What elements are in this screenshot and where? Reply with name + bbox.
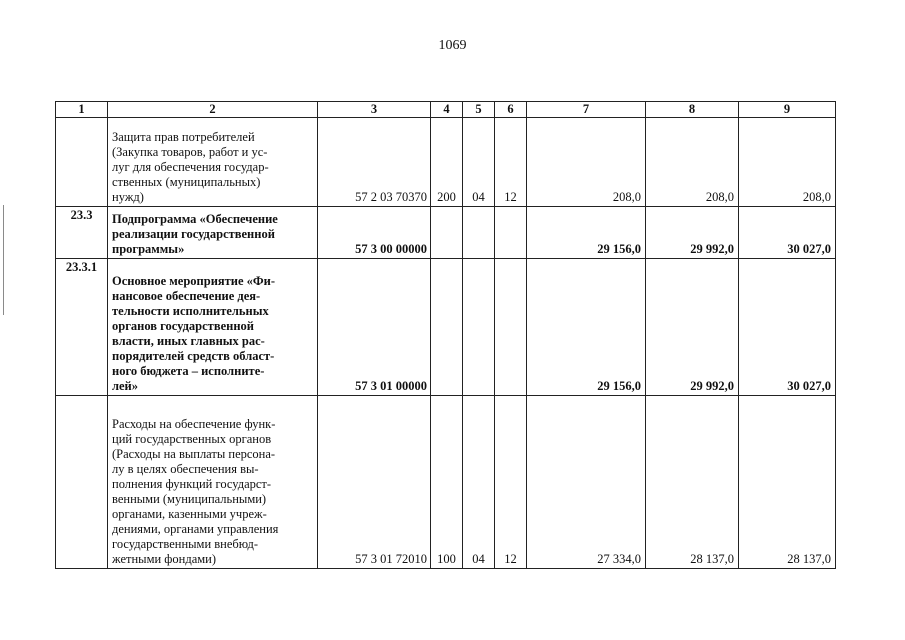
name-line: (Закупка товаров, работ и ус-	[112, 145, 268, 159]
amount-col9-cell: 208,0	[739, 118, 836, 207]
name-line: ного бюджета – исполните-	[112, 364, 265, 378]
section-cell	[463, 259, 495, 396]
section-cell: 04	[463, 396, 495, 569]
section-cell	[463, 207, 495, 259]
table-row	[56, 207, 836, 259]
name-line: венными (муниципальными)	[112, 492, 267, 506]
amount-col7-cell: 29 156,0	[527, 259, 646, 396]
name-line: луг для обеспечения государ-	[112, 160, 269, 174]
expense-type-cell	[431, 207, 463, 259]
name-line: тельности исполнительных	[112, 304, 269, 318]
name-line: нужд)	[112, 190, 144, 204]
name-line: Защита прав потребителей	[112, 130, 255, 144]
amount-col8-cell: 208,0	[646, 118, 739, 207]
row-number-cell: 23.3.1	[56, 259, 108, 396]
column-header: 9	[739, 102, 836, 118]
name-line: лей»	[112, 379, 139, 393]
subsection-cell: 12	[495, 396, 527, 569]
table-row	[56, 259, 836, 396]
name-line: ственных (муниципальных)	[112, 175, 261, 189]
name-line: реализации государственной	[112, 227, 275, 241]
name-line: Подпрограмма «Обеспечение	[112, 212, 278, 226]
target-article-code-cell: 57 2 03 70370	[318, 118, 431, 207]
name-line: Расходы на обеспечение функ-	[112, 417, 276, 431]
column-header: 2	[108, 102, 318, 118]
amount-col7-cell: 27 334,0	[527, 396, 646, 569]
row-name-cell	[108, 207, 318, 259]
name-line: дениями, органами управления	[112, 522, 279, 536]
scan-margin-line	[3, 205, 4, 315]
section-cell: 04	[463, 118, 495, 207]
row-number-cell: 23.3	[56, 207, 108, 259]
column-header: 5	[463, 102, 495, 118]
name-line: органов государственной	[112, 319, 254, 333]
target-article-code-cell: 57 3 01 00000	[318, 259, 431, 396]
name-line: порядителей средств област-	[112, 349, 275, 363]
name-line: нансовое обеспечение дея-	[112, 289, 261, 303]
column-header: 8	[646, 102, 739, 118]
table-row	[56, 118, 836, 207]
column-header: 3	[318, 102, 431, 118]
subsection-cell	[495, 259, 527, 396]
column-header: 4	[431, 102, 463, 118]
expense-type-cell	[431, 259, 463, 396]
amount-col8-cell: 29 992,0	[646, 207, 739, 259]
name-line: жетными фондами)	[112, 552, 217, 566]
subsection-cell: 12	[495, 118, 527, 207]
name-line: власти, иных главных рас-	[112, 334, 265, 348]
row-name-cell	[108, 118, 318, 207]
page-number: 1069	[438, 38, 467, 53]
row-name-cell	[108, 259, 318, 396]
subsection-cell	[495, 207, 527, 259]
name-line: полнения функций государст-	[112, 477, 272, 491]
expense-type-cell: 100	[431, 396, 463, 569]
table-row	[56, 396, 836, 569]
name-line: лу в целях обеспечения вы-	[112, 462, 259, 476]
target-article-code-cell: 57 3 01 72010	[318, 396, 431, 569]
row-number-cell	[56, 118, 108, 207]
name-line: программы»	[112, 242, 185, 256]
row-number-cell	[56, 396, 108, 569]
name-line: органами, казенными учреж-	[112, 507, 267, 521]
amount-col7-cell: 208,0	[527, 118, 646, 207]
column-header: 6	[495, 102, 527, 118]
amount-col9-cell: 30 027,0	[739, 259, 836, 396]
target-article-code-cell: 57 3 00 00000	[318, 207, 431, 259]
column-header: 7	[527, 102, 646, 118]
amount-col8-cell: 28 137,0	[646, 396, 739, 569]
column-number-header-row	[56, 102, 836, 118]
expense-type-cell: 200	[431, 118, 463, 207]
amount-col8-cell: 29 992,0	[646, 259, 739, 396]
name-line: ций государственных органов	[112, 432, 272, 446]
amount-col9-cell: 28 137,0	[739, 396, 836, 569]
name-line: (Расходы на выплаты персона-	[112, 447, 276, 461]
name-line: государственными внебюд-	[112, 537, 258, 551]
row-name-cell	[108, 396, 318, 569]
column-header: 1	[56, 102, 108, 118]
amount-col9-cell: 30 027,0	[739, 207, 836, 259]
budget-table	[55, 101, 836, 569]
amount-col7-cell: 29 156,0	[527, 207, 646, 259]
name-line: Основное мероприятие «Фи-	[112, 274, 276, 288]
